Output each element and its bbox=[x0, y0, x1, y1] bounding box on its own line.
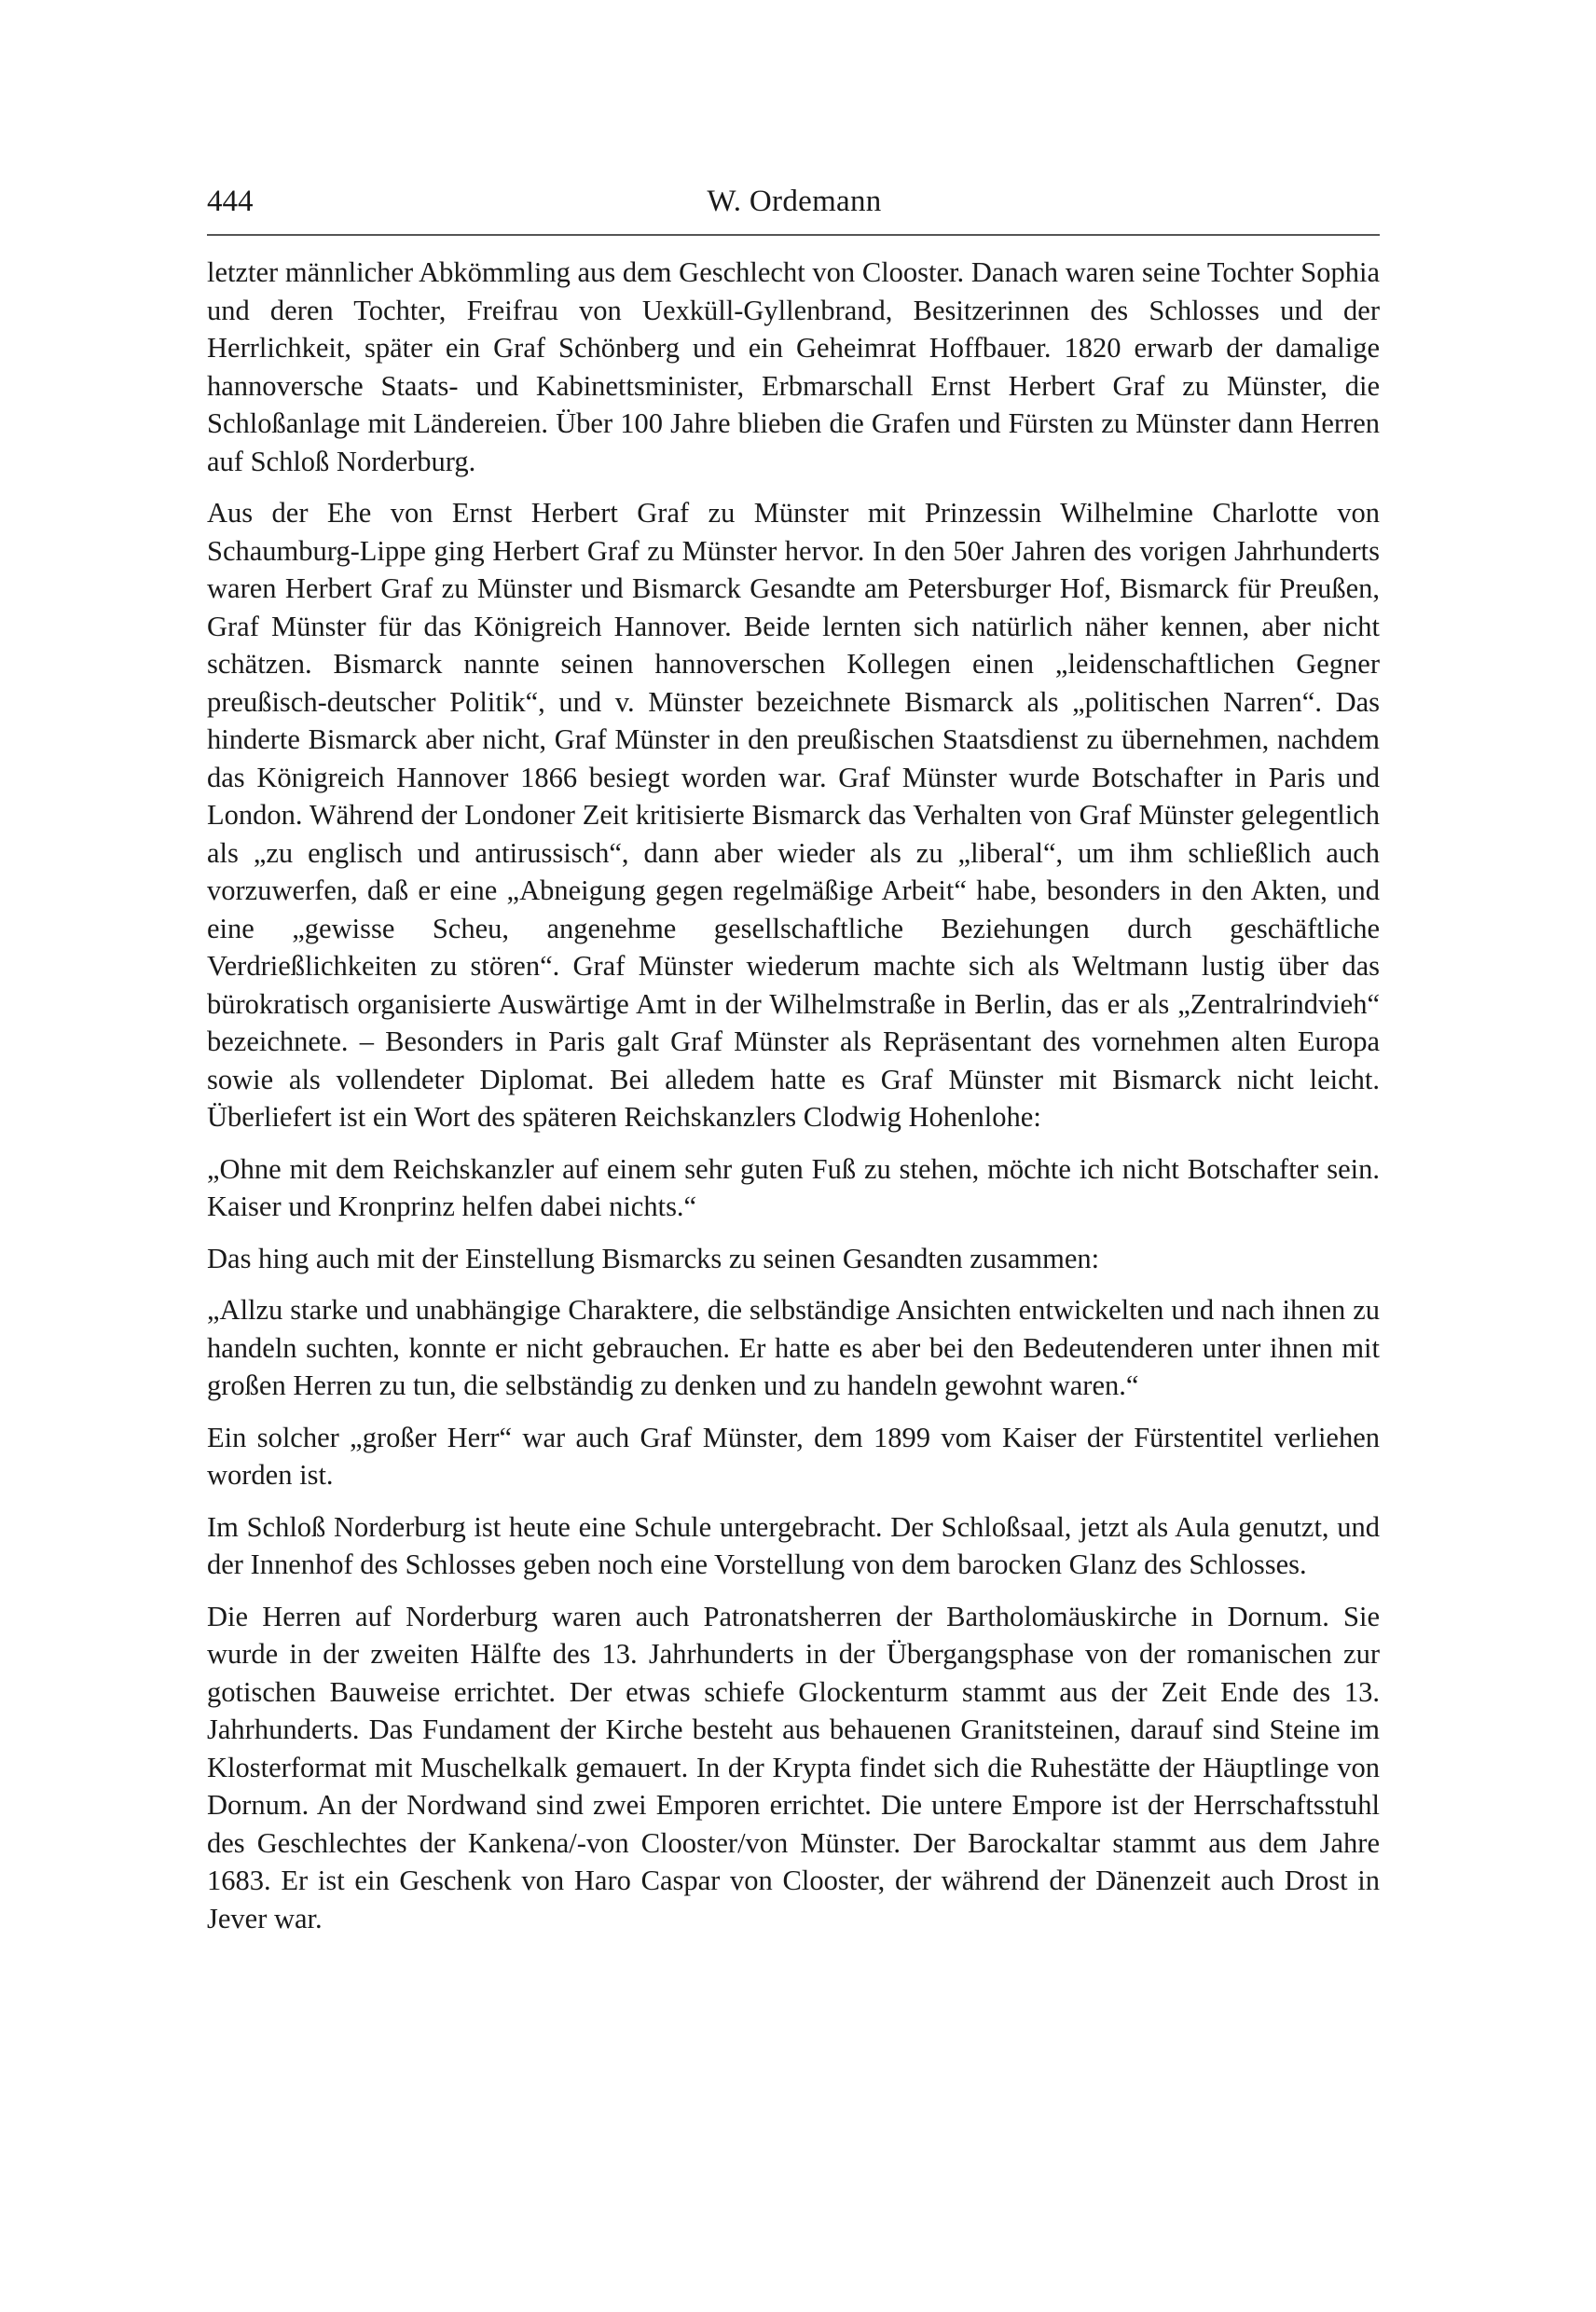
paragraph: letzter männlicher Abkömmling aus dem Geschlecht von Clooster. Danach waren seine Tochter Sophia und deren Tochter, Freifrau von Uexküll-Gyllenbrand, Besitzerinnen des Schlosses und der Herrlichkeit, später ein Graf Schönberg und ein Geheimrat Hoffbauer. 1820 erwarb der damalige hannoversche Staats- und Kabinettsminister, Erbmarschall Ernst Herbert Graf zu Münster, die Schloßanlage mit Ländereien. Über 100 Jahre blieben die Grafen und Fürsten zu Münster dann Herren auf Schloß Norderburg. bbox=[207, 256, 1380, 477]
paragraph: Die Herren auf Norderburg waren auch Patronatsherren der Bartholomäuskirche in Dornum. Sie wurde in der zweiten Hälfte des 13. Jahrhunderts in der Übergangsphase von der romanischen zur gotischen Bauweise errichtet. Der etwas schiefe Glockenturm stammt aus der Zeit Ende des 13. Jahrhunderts. Das Fundament der Kirche besteht aus behauenen Granitsteinen, darauf sind Steine im Klosterformat mit Muschelkalk gemauert. In der Krypta findet sich die Ruhestätte der Häuptlinge von Dornum. An der Nordwand sind zwei Emporen errichtet. Die untere Empore ist der Herrschaftsstuhl des Geschlechtes der Kankena/-von Clooster/von Münster. Der Barockaltar stammt aus dem Jahre 1683. Er ist ein Geschenk von Haro Caspar von Clooster, der während der Dänenzeit auch Drost in Jever war. bbox=[207, 1600, 1380, 1934]
quotation: „Allzu starke und unabhängige Charaktere, die selbständige Ansichten entwickelten und nach ihnen zu handeln suchten, konnte er nicht gebrauchen. Er hatte es aber bei den Bedeutenderen unter ihnen mit großen Herren zu tun, die selbständig zu denken und zu handeln gewohnt waren.“ bbox=[207, 1294, 1380, 1401]
page-number: 444 bbox=[207, 185, 254, 218]
paragraph: Ein solcher „großer Herr“ war auch Graf Münster, dem 1899 vom Kaiser der Fürstentitel verliehen worden ist. bbox=[207, 1421, 1380, 1491]
paragraph: Im Schloß Norderburg ist heute eine Schule untergebracht. Der Schloßsaal, jetzt als Aula genutzt, und der Innenhof des Schlosses geben noch eine Vorstellung von dem barocken Glanz des Schlosses. bbox=[207, 1510, 1380, 1580]
paragraph: Das hing auch mit der Einstellung Bismarcks zu seinen Gesandten zusammen: bbox=[207, 1242, 1100, 1274]
body-text bbox=[207, 254, 1380, 1951]
header-rule bbox=[207, 234, 1380, 236]
quotation: „Ohne mit dem Reichskanzler auf einem sehr guten Fuß zu stehen, möchte ich nicht Botschafter sein. Kaiser und Kronprinz helfen dabei nichts.“ bbox=[207, 1152, 1380, 1222]
page-header bbox=[207, 173, 1382, 229]
paragraph: Aus der Ehe von Ernst Herbert Graf zu Münster mit Prinzessin Wilhelmine Charlotte von Schaumburg-Lippe ging Herbert Graf zu Münster hervor. In den 50er Jahren des vorigen Jahrhunderts waren Herbert Graf zu Münster und Bismarck Gesandte am Petersburger Hof, Bismarck für Preußen, Graf Münster für das Königreich Hannover. Beide lernten sich natürlich näher kennen, aber nicht schätzen. Bismarck nannte seinen hannoverschen Kollegen einen „leidenschaftlichen Gegner preußisch-deutscher Politik“, und v. Münster bezeichnete Bismarck als „politischen Narren“. Das hinderte Bismarck aber nicht, Graf Münster in den preußischen Staatsdienst zu übernehmen, nachdem das Königreich Hannover 1866 besiegt worden war. Graf Münster wurde Botschafter in Paris und London. Während der Londoner Zeit kritisierte Bismarck das Verhalten von Graf Münster gelegentlich als „zu englisch und antirussisch“, dann aber wieder als zu „liberal“, um ihm schließlich auch vorzuwerfen, daß er eine „Abneigung gegen regelmäßige Arbeit“ habe, besonders in den Akten, und eine „gewisse Scheu, angenehme gesellschaftliche Beziehungen durch geschäftliche Verdrießlichkeiten zu stören“. Graf Münster wiederum machte sich als Weltmann lustig über das bürokratisch organisierte Auswärtige Amt in der Wilhelmstraße in Berlin, das er als „Zentralrindvieh“ bezeichnete. – Besonders in Paris galt Graf Münster als Repräsentant des vornehmen alten Europa sowie als vollendeter Diplomat. Bei alledem hatte es Graf Münster mit Bismarck nicht leicht. Überliefert ist ein Wort des späteren Reichskanzlers Clodwig Hohenlohe: bbox=[207, 497, 1380, 1133]
running-head: W. Ordemann bbox=[707, 185, 882, 218]
